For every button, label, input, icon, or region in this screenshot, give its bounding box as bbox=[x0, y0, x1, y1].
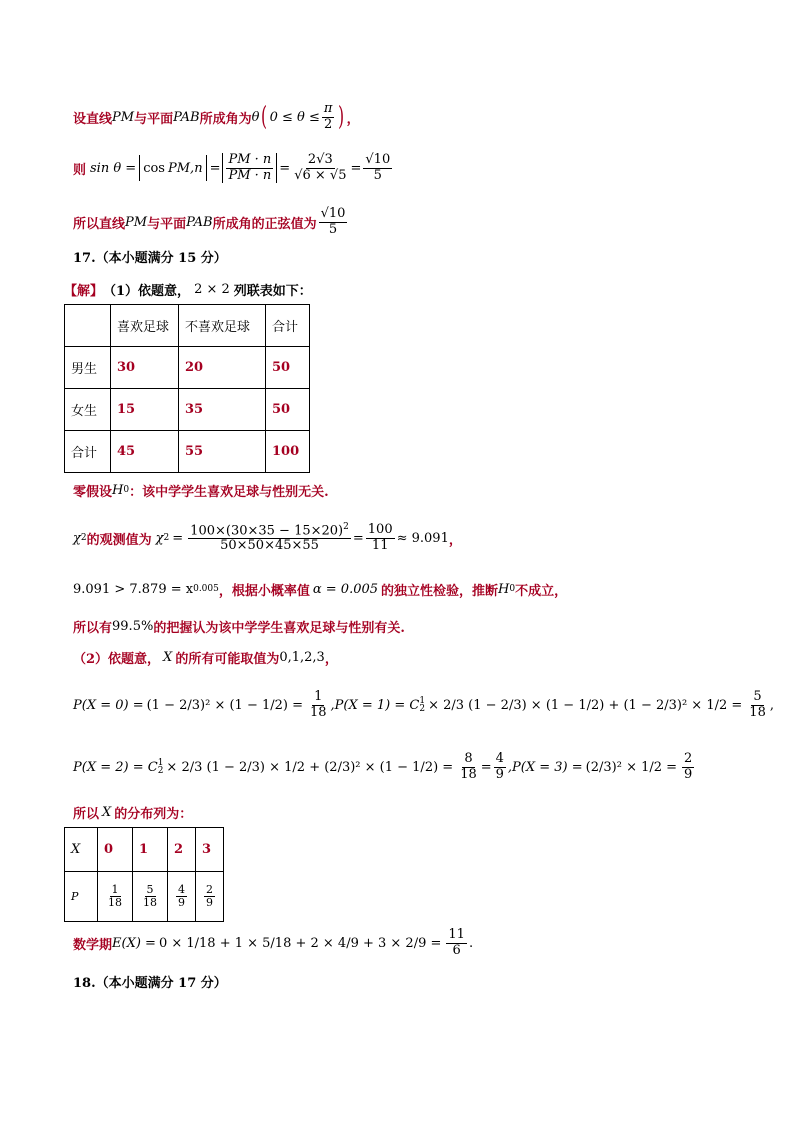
expectation-line: 数学期 E(X) = 0 × 1/18 + 1 × 5/18 + 2 × 4/9 + 3 × 2/9 = $\frac{11}{6}$ . bbox=[73, 927, 474, 958]
table-cell: 50 bbox=[266, 347, 310, 389]
text: 所成角的正弦值为 bbox=[212, 216, 317, 232]
approx-value: ≈ 9.091 bbox=[396, 530, 449, 546]
table-cell: $\frac{2}{9}$ bbox=[196, 872, 224, 922]
table-row bbox=[65, 389, 310, 431]
solution-intro bbox=[64, 280, 312, 298]
text: ：该中学学生喜欢足球与性别无关. bbox=[129, 484, 329, 500]
p-x-1-expr: × 2/3 (1 − 2/3) × (1 − 1/2) + (1 − 2/3)² × 1/2 = bbox=[428, 697, 743, 713]
row-label: 合计 bbox=[65, 431, 111, 473]
p-x-0: P(X = 0) = bbox=[73, 697, 144, 713]
fraction: $\frac{11}{6}$ bbox=[448, 927, 465, 958]
table-row bbox=[65, 872, 224, 922]
p-x-3-expr: (2/3)² × 1/2 = bbox=[585, 759, 678, 775]
p-x-1: ,P(X = 1) = C bbox=[330, 697, 420, 713]
table-row bbox=[65, 347, 310, 389]
p-x-0-expr: (1 − 2/3)² × (1 − 1/2) = bbox=[146, 697, 303, 713]
cos: cos bbox=[143, 160, 165, 176]
text: 列联表如下： bbox=[233, 283, 312, 299]
p-x-2-expr: × 2/3 (1 − 2/3) × 1/2 + (2/3)² × (1 − 1/2) = bbox=[166, 759, 454, 775]
distribution-table bbox=[64, 827, 224, 922]
text: 的分布列为： bbox=[114, 806, 193, 822]
part2-intro: （2）依题意， X 的所有可能取值为 0,1,2,3 ， bbox=[73, 649, 338, 667]
vector-pm: PM bbox=[167, 160, 191, 176]
table-row bbox=[65, 828, 224, 872]
text: 与平面 bbox=[147, 216, 187, 232]
table-cell: 15 bbox=[111, 389, 179, 431]
table-cell: 30 bbox=[111, 347, 179, 389]
text: 所以有 bbox=[73, 620, 113, 636]
text: 所以 bbox=[73, 806, 100, 822]
text: 与平面 bbox=[134, 111, 174, 127]
table-cell: 35 bbox=[179, 389, 266, 431]
text: 的独立性检验，推断 bbox=[381, 583, 499, 599]
table-header-cell: 喜欢足球 bbox=[111, 305, 179, 347]
text: 数学期 bbox=[73, 937, 113, 953]
abs-bar bbox=[206, 155, 207, 181]
fraction-sqrt10-5: $\frac{√10}{5}$ bbox=[320, 206, 346, 237]
sine-result-line bbox=[73, 203, 349, 241]
table-cell: 0 bbox=[98, 828, 133, 872]
probability-line-2-3: P(X = 2) = C 1 2 × 2/3 (1 − 2/3) × 1/2 + (2/3)² × (1 − 1/2) = $\frac{8}{18}$ = $\frac{4}{9}$ ,P(X = 3) = (2/3)² × 1/2 = $\frac{2}{9}$ bbox=[73, 751, 693, 782]
paren: ( bbox=[261, 102, 268, 132]
text: 设直线 bbox=[73, 111, 113, 127]
text: 所以直线 bbox=[73, 216, 126, 232]
abs-bar bbox=[139, 155, 140, 181]
equals: = bbox=[209, 160, 221, 176]
p-x-2: P(X = 2) = C bbox=[73, 759, 158, 775]
table-header-cell: 合计 bbox=[266, 305, 310, 347]
var-pab: PAB bbox=[173, 109, 200, 125]
expectation-symbol: E(X) = bbox=[112, 935, 156, 951]
var-pm: PM bbox=[112, 109, 135, 125]
text: 则 bbox=[73, 162, 87, 178]
angle-definition-line bbox=[73, 100, 360, 134]
table-cell: 20 bbox=[179, 347, 266, 389]
alpha-value: α = 0.005 bbox=[312, 581, 379, 597]
comparison-expr: 9.091 > 7.879 = x bbox=[73, 581, 194, 597]
probability-line-0-1: P(X = 0) = (1 − 2/3)² × (1 − 1/2) = $\frac{1}{18}$ ,P(X = 1) = C 1 2 × 2/3 (1 − 2/3) × (1 − 1/2) + (1 − 2/3)² × 1/2 = $\frac{5}{18}$ , bbox=[73, 689, 774, 720]
expectation-expr: 0 × 1/18 + 1 × 5/18 + 2 × 4/9 + 3 × 2/9 = bbox=[158, 935, 442, 951]
row-label: 女生 bbox=[65, 389, 111, 431]
table-header-cell: 不喜欢足球 bbox=[179, 305, 266, 347]
vector-n: n bbox=[194, 160, 203, 176]
fraction-100-11: $\frac{100}{11}$ bbox=[367, 522, 393, 553]
var-x: X bbox=[102, 804, 112, 820]
conclusion-line bbox=[73, 617, 405, 635]
text: 的把握认为该中学学生喜欢足球与性别有关. bbox=[153, 620, 405, 636]
text: （1）依题意， bbox=[103, 283, 191, 299]
var-pab: PAB bbox=[186, 214, 213, 230]
fraction: $\frac{8}{18}$ bbox=[460, 751, 477, 782]
fraction: $\frac{1}{18}$ bbox=[310, 689, 327, 720]
table-cell: 45 bbox=[111, 431, 179, 473]
angle-condition: 0 ≤ θ ≤ bbox=[269, 109, 320, 125]
question-17-title: 17.（本小题满分 15 分） bbox=[73, 250, 227, 266]
row-label: 男生 bbox=[65, 347, 111, 389]
table-cell: 3 bbox=[196, 828, 224, 872]
table-header-cell bbox=[65, 305, 111, 347]
dot-fraction: $\frac{PM \cdot n}{PM \cdot n}$ bbox=[222, 153, 277, 183]
distribution-heading bbox=[73, 803, 192, 821]
fraction: $\frac{5}{18}$ bbox=[749, 689, 766, 720]
paren: ) bbox=[338, 102, 345, 132]
null-hypothesis-line: 零假设 H 0 ：该中学学生喜欢足球与性别无关. bbox=[73, 482, 329, 500]
chi-symbol: χ bbox=[73, 530, 81, 546]
dimension: 2 × 2 bbox=[194, 281, 230, 297]
percentage: 99.5% bbox=[112, 618, 154, 634]
sin-theta: sin θ = bbox=[90, 160, 137, 176]
fraction-sqrt10-5: $\frac{√10}{5}$ bbox=[365, 152, 391, 183]
h0-symbol: H bbox=[498, 581, 510, 597]
text: （2）依题意， bbox=[73, 651, 161, 667]
table-row bbox=[65, 431, 310, 473]
table-cell: 55 bbox=[179, 431, 266, 473]
chi-square-fraction: $\frac{100\times(30\times 35 - 15\times 20)^2}{50\times 50\times 45\times 55}$ bbox=[190, 521, 349, 554]
table-cell: 2 bbox=[168, 828, 196, 872]
table-cell: 50 bbox=[266, 389, 310, 431]
x-label: X bbox=[65, 828, 98, 872]
h0-symbol: H bbox=[112, 482, 124, 498]
values: 0,1,2,3 bbox=[279, 649, 325, 665]
p-x-3: ,P(X = 3) = bbox=[507, 759, 583, 775]
comma: ， bbox=[346, 111, 360, 127]
text: 所成角为 bbox=[199, 111, 252, 127]
table-cell: 100 bbox=[266, 431, 310, 473]
table-cell: 1 bbox=[133, 828, 168, 872]
text: ，根据小概率值 bbox=[218, 583, 310, 599]
chi-square-line: χ 2 的观测值为 χ 2 = $\frac{100\times(30\times 35 - 15\times 20)^2}{50\times 50\times 45\times 55}$ = $\frac{100}{11}$ ≈ 9.091 ， bbox=[73, 521, 462, 554]
pi-over-2: $\frac{\pi}{2}$ bbox=[323, 101, 333, 132]
theta: θ bbox=[251, 109, 260, 125]
table-cell: $\frac{1}{18}$ bbox=[98, 872, 133, 922]
sine-computation-line: 则 sin θ = cos PM , n = $\frac{PM \cdot n}{PM \cdot n}$ = $\frac{2√3}{√6 \times √5}$ = $\frac{√10}{5}$ bbox=[73, 152, 391, 183]
var-pm: PM bbox=[125, 214, 148, 230]
test-comparison-line: 9.091 > 7.879 = x 0.005 ，根据小概率值 α = 0.005 的独立性检验，推断 H 0 不成立， bbox=[73, 581, 568, 599]
text: 零假设 bbox=[73, 484, 113, 500]
p-label: P bbox=[65, 872, 98, 922]
fraction: $\frac{2}{9}$ bbox=[684, 751, 693, 782]
fraction-2sqrt3: $\frac{2√3}{√6 \times √5}$ bbox=[294, 152, 347, 183]
fraction: $\frac{4}{9}$ bbox=[495, 751, 504, 782]
text: 的所有可能取值为 bbox=[175, 651, 280, 667]
var-x: X bbox=[163, 649, 173, 665]
text: 不成立， bbox=[515, 583, 568, 599]
table-cell: $\frac{4}{9}$ bbox=[168, 872, 196, 922]
table-cell: $\frac{5}{18}$ bbox=[133, 872, 168, 922]
contingency-table bbox=[64, 304, 310, 473]
solution-tag: 【解】 bbox=[64, 283, 104, 299]
question-18-title: 18.（本小题满分 17 分） bbox=[73, 975, 227, 991]
text: 的观测值为 bbox=[86, 532, 152, 548]
